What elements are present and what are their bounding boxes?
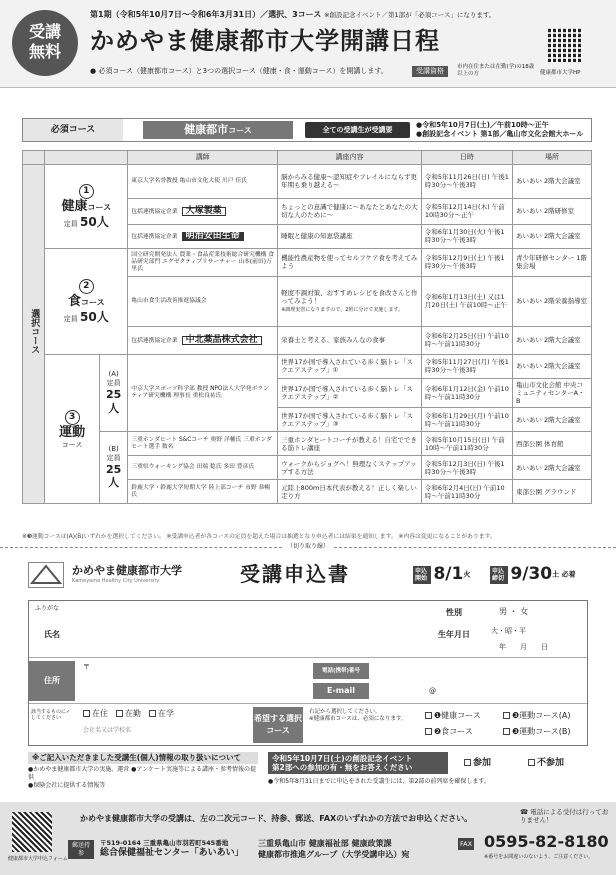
fax-label: FAX — [458, 838, 474, 850]
course-opt-exercise-b[interactable]: ❸運動コース(B) — [503, 727, 571, 737]
application-form — [28, 600, 588, 746]
name-label: 氏名 — [29, 615, 75, 655]
date: 令和6年2月25日(日) 午前10時〜午前11時30分 — [421, 326, 512, 354]
content: ちょっとの意識で健康に〜あなたとあなたの大切な人のために〜 — [278, 198, 422, 224]
place: あいあい 2階大会議室 — [512, 326, 591, 354]
date: 令和6年1月12日(金) 午前10時〜午前11時30分 — [421, 378, 512, 407]
content: 世界17か国で導入されている歩く脳トレ「スクエアステップ」② — [278, 378, 422, 407]
page-title: かめやま健康都市大学開講日程 — [90, 27, 440, 55]
birth-input[interactable]: 年 月 日 — [499, 643, 548, 651]
name-input[interactable] — [79, 617, 419, 653]
qualification-label: 受講資格 — [412, 66, 448, 77]
email-input[interactable]: @ — [429, 687, 436, 695]
place: 亀山市文化会館 中央コミュニティセンターA・B — [512, 378, 591, 407]
date: 令和5年12月3日(日) 午後1時30分〜午後3時 — [421, 456, 512, 480]
content: 元陸上800m日本代表が教える！正しく楽しい走り方 — [278, 480, 422, 504]
fax-note: ※番号をお間違いのないよう、ご注意ください。 — [484, 854, 594, 860]
cut-label: （切り取り線） — [283, 543, 333, 551]
date: 令和6年2月4日(日) 午前10時〜午前11時30分 — [421, 480, 512, 504]
qualification-text: 市内在住または在勤(学)の18歳以上の方 — [457, 64, 535, 77]
course-select-label: 希望する選択コース — [253, 707, 303, 743]
table-note: ※❸運動コースは(A)(B)いずれかを選択してください。 ※受講申込者が各コースの定員を超えた場合は抽選となり申込者には結果を通知します。 ※内容は変更になることがあります。 — [22, 534, 496, 540]
lecturer: 包括連携協定企業 中北薬品株式会社 — [128, 326, 278, 354]
place: あいあい 2階大会議室 — [512, 456, 591, 480]
date: 令和6年1月13日(土) 又は1月20日(土) 午前10時〜正午 — [421, 276, 512, 326]
date: 令和5年10月15日(日) 午前10時〜午前11時30分 — [421, 432, 512, 456]
otsuka-logo: 大塚製薬 — [182, 207, 226, 216]
col-date: 日時 — [421, 151, 512, 165]
birth-label: 生年月日 — [429, 627, 479, 655]
event-note: ●令和5年8月31日までに申込をされた受講生には、第2部の前列席を確保します。 — [268, 778, 490, 785]
email-label: E-mail — [313, 683, 369, 699]
form-qr-label: 健康都市大学申込フォーム — [8, 856, 68, 862]
university-logo-icon — [28, 562, 64, 588]
content: 軽度不調対策、おすすめレシピを食改さんと作ってみよう！ ※調理実習になりますので、2班に分けて実施します。 — [278, 276, 422, 326]
place: あいあい 2階大会議室 — [512, 354, 591, 378]
fax-number: 0595-82-8180 — [484, 832, 609, 851]
place: 青少年研修センター 1階集会場 — [512, 248, 591, 276]
content: 世界17か国で導入されている歩く脳トレ「スクエアステップ」① — [278, 354, 422, 378]
content: ウォークからジョグへ！無理なくステップアップする方法 — [278, 456, 422, 480]
place: あいあい 2階栄養指導室 — [512, 276, 591, 326]
phone-icon: ☎ — [520, 808, 529, 816]
free-badge: 受講 無料 — [12, 10, 78, 76]
lecturer: 三重県ウォーキング協会 田端 稔氏 多田 豊彦氏 — [128, 456, 278, 480]
col-content: 講座内容 — [278, 151, 422, 165]
date: 令和5年12月9日(土) 午後1時30分〜午後3時 — [421, 248, 512, 276]
phone-label: 電話(携帯)番号 — [313, 663, 369, 679]
lecturer: 中京大学スポーツ科学部 教授 NPO法人大学発ボランティア研究機構 理事長 重松良祐氏 — [128, 354, 278, 431]
lecturer: 亀山市食生活改善推進協議会 — [128, 276, 278, 326]
privacy-text: ●保険会社に提供する情報等 — [28, 782, 106, 789]
place: あいあい 2階大会議室 — [512, 224, 591, 248]
course-opt-health[interactable]: ❶健康コース — [425, 711, 481, 721]
qr-code-icon[interactable] — [548, 28, 582, 62]
gender-label: 性別 — [429, 605, 479, 621]
qr-label: 健康都市大学HP — [540, 70, 581, 76]
form-title: 受講申込書 — [240, 562, 350, 586]
phone-input[interactable] — [375, 663, 585, 679]
footer — [0, 802, 616, 875]
required-course — [22, 118, 592, 142]
required-all: 全ての受講生が受講要 — [305, 122, 410, 138]
course-exercise: 3 運動 コース — [45, 354, 100, 503]
meiji-logo: 明治安田生命 — [182, 232, 244, 241]
col-place: 場所 — [512, 151, 591, 165]
place: 西部公園 体育館 — [512, 432, 591, 456]
lecturer: 東京大学名誉教授 亀山市文化大使 川戸 佳氏 — [128, 164, 278, 198]
privacy-section — [28, 752, 258, 790]
content: 栄養士と考える、家族みんなの食事 — [278, 326, 422, 354]
place: あいあい 2階大会議室 — [512, 408, 591, 432]
place: あいあい 2階研修室 — [512, 198, 591, 224]
work-options[interactable]: 在住 在勤 在学 — [83, 709, 174, 719]
sub-course-a: (A) 定員 25人 — [99, 354, 127, 431]
event-heading: 令和5年10月7日(土)の創設記念イベント 第2部への参加の有・無をお答えください — [268, 752, 448, 774]
school-input[interactable]: 会社名又は学校名 — [83, 727, 132, 734]
date: 令和5年11月27日(月) 午後1時30分〜午後3時 — [421, 354, 512, 378]
content: 機能性農産物を使ってセルフケア食を考えてみよう — [278, 248, 422, 276]
lecturer: 三重ホンダヒート S&Cコーチ 奥野 洋輔氏 三重ホンダヒート選手 数名 — [128, 432, 278, 456]
date: 令和5年12月14日(木) 午前10時30分〜正午 — [421, 198, 512, 224]
lecturer: 包括連携協定企業 大塚製薬 — [128, 198, 278, 224]
gender-options[interactable]: 男 ・ 女 — [499, 607, 529, 616]
course-summary: ● 必須コース（健康都市コース）と3つの選択コース（健康・食・運動コース）を開講します。 — [90, 67, 388, 75]
event-yes[interactable]: 参加 — [464, 758, 491, 769]
course-opt-food[interactable]: ❷食コース — [425, 727, 473, 737]
date: 令和5年11月26日(日) 午後1時30分〜午後3時 — [421, 164, 512, 198]
address-label: 住所 — [29, 661, 75, 701]
lecturer: 国立研究開発法人 農業・食品産業技術総合研究機構 食品研究部門 エグゼクティブリサーチャー 山本(前田)万里氏 — [128, 248, 278, 276]
sub-course-b: (B) 定員 25人 — [99, 432, 127, 504]
form-org: かめやま健康都市大学 Kameyama Healthy City University — [72, 564, 182, 584]
course-food: 2 食コース 定員 50人 — [45, 248, 128, 354]
no-phone-notice: ☎ 電話による受付は行っておりません！ — [520, 808, 609, 825]
content: 睡眠と健康の知恵袋講座 — [278, 224, 422, 248]
lecturer: 鈴鹿大学・鈴鹿大学短期大学 陸上部コーチ 市野 恭暢氏 — [128, 480, 278, 504]
date: 令和6年1月30日(火) 午後1時30分〜午後3時 — [421, 224, 512, 248]
privacy-text: ●かめやま健康都市大学の実施、運営 ●アンケート実施等による講座・参考情報の提供 — [28, 766, 257, 781]
furigana-label: ふりがな — [35, 605, 60, 612]
form-qr-icon[interactable] — [12, 812, 52, 852]
furigana-input[interactable] — [79, 603, 419, 615]
footer-address: 〒519-0164 三重県亀山市羽若町545番地 総合保健福祉センター「あいあい」 — [100, 839, 244, 858]
place: 東部公園 グラウンド — [512, 480, 591, 504]
required-info: ●令和5年10月7日(土)／午前10時〜正午 ●創設記念イベント 第1部／亀山市文化会館大ホール — [416, 121, 584, 138]
work-label: 該当するものに✓してください — [31, 709, 71, 722]
apply-deadline: 申込締切 9/30土 必着 — [492, 564, 576, 584]
place: あいあい 2階大会議室 — [512, 164, 591, 198]
required-course-name: 健康都市コース — [143, 121, 293, 139]
footer-dept: 三重県亀山市 健康福祉部 健康政策課 健康都市推進グループ（大学受講申込）宛 — [258, 839, 410, 859]
course-health: 1 健康コース 定員 50人 — [45, 164, 128, 248]
nakakita-logo: 中北薬品株式会社 — [182, 336, 262, 345]
col-lecturer: 講師 — [128, 151, 278, 165]
content: 三重ホンダヒートコーチが教える！自宅でできる筋トレ講座 — [278, 432, 422, 456]
privacy-heading: ※ご記入いただきました受講生(個人)情報の取り扱いについて — [28, 752, 258, 764]
footer-instructions: かめやま健康都市大学の受講は、左の二次元コード、持参、郵送、FAXのいずれかの方法でお申込ください。 — [80, 814, 473, 823]
lecturer: 包括連携協定企業 明治安田生命 — [128, 224, 278, 248]
event-no[interactable]: 不参加 — [528, 758, 564, 769]
header — [0, 0, 616, 88]
era-options[interactable]: 大・昭・平 — [491, 627, 526, 635]
select-course-label: 選択コース — [23, 164, 45, 503]
content: 世界17か国で導入されている歩く脳トレ「スクエアステップ」③ — [278, 408, 422, 432]
required-label: 必須コース — [23, 119, 123, 141]
course-opt-exercise-a[interactable]: ❸運動コース(A) — [503, 711, 571, 721]
content: 脳からみる健康〜認知症やフレイルにならず更年期も乗り越える〜 — [278, 164, 422, 198]
event-section — [268, 752, 588, 786]
date: 令和6年1月29日(月) 午前10時〜午前11時30分 — [421, 408, 512, 432]
mail-label: 郵送持参 — [68, 840, 94, 859]
apply-start: 申込開始 8/1火 — [415, 564, 471, 584]
course-note: 右記から選択してください。 ※健康都市コースは、必須になります。 — [309, 709, 407, 722]
zip-input[interactable]: 〒 — [83, 663, 90, 671]
form-header — [28, 558, 588, 598]
period-line: 第1期（令和5年10月7日〜令和6年3月31日）／選択、3コース ※創設記念イベント／第1部が「必須コース」になります。 — [90, 10, 496, 19]
schedule-table — [22, 150, 592, 504]
